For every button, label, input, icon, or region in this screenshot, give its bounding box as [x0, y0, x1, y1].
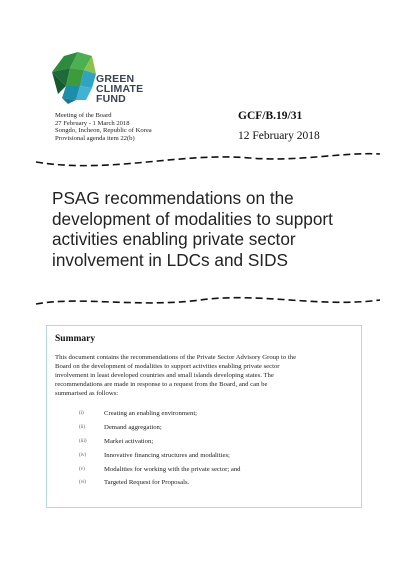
summary-list [79, 410, 349, 493]
list-item-text: Demand aggregation; [104, 423, 162, 431]
list-item [79, 438, 349, 452]
document-date: 12 February 2018 [238, 130, 320, 142]
meeting-line: 27 February - 1 March 2018 [55, 119, 130, 127]
list-item [79, 466, 349, 480]
page-title [52, 188, 352, 270]
list-item [79, 452, 349, 466]
logo-wordmark [96, 74, 143, 104]
logo-line-1: GREEN [96, 73, 135, 85]
list-item-number: (ii) [79, 424, 86, 430]
list-item-text: Targeted Request for Proposals. [104, 479, 190, 487]
list-item-text: Market activation; [104, 437, 154, 445]
list-item [79, 424, 349, 438]
summary-line: This document contains the recommendations of the Private Sector Advisory Group to the [55, 354, 297, 361]
meeting-info [55, 112, 152, 142]
document-number: GCF/B.19/31 [238, 110, 303, 122]
logo-line-2: CLIMATE [96, 83, 144, 95]
list-item [79, 410, 349, 424]
list-item [79, 479, 349, 493]
meeting-line: Meeting of the Board [55, 112, 112, 119]
list-item-number: (v) [79, 466, 85, 472]
summary-line: Board on the development of modalities to support activities enabling private sector [55, 363, 280, 371]
list-item-text: Innovative financing structures and modalities; [104, 451, 230, 459]
summary-line: summarised as follows: [55, 390, 119, 398]
summary-line: involvement in least developed countries and small islands developing states. The [55, 372, 274, 380]
meeting-line: Songdo, Incheon, Republic of Korea [55, 127, 152, 135]
list-item-number: (iii) [79, 438, 87, 444]
meeting-line: Provisional agenda item 22(b) [55, 134, 135, 142]
title-line: involvement in LDCs and SIDS [52, 249, 288, 270]
list-item-number: (iv) [79, 452, 87, 458]
title-line: activities enabling private sector [52, 229, 296, 249]
list-item-number: (i) [79, 411, 84, 416]
summary-heading: Summary [55, 334, 96, 344]
title-line: PSAG recommendations on the [52, 188, 294, 208]
bottom-wave-divider [0, 288, 414, 318]
title-line: development of modalities to support [52, 208, 333, 229]
top-wave-divider [0, 148, 414, 178]
list-item-number: (vi) [79, 480, 87, 486]
summary-box [46, 325, 362, 508]
summary-line: recommendations are made in response to a request from the Board, and can be [55, 381, 268, 389]
summary-text [55, 353, 355, 398]
list-item-text: Modalities for working with the private sector; and [104, 465, 241, 473]
list-item-text: Creating an enabling environment; [104, 410, 198, 417]
logo-line-3: FUND [96, 93, 126, 105]
